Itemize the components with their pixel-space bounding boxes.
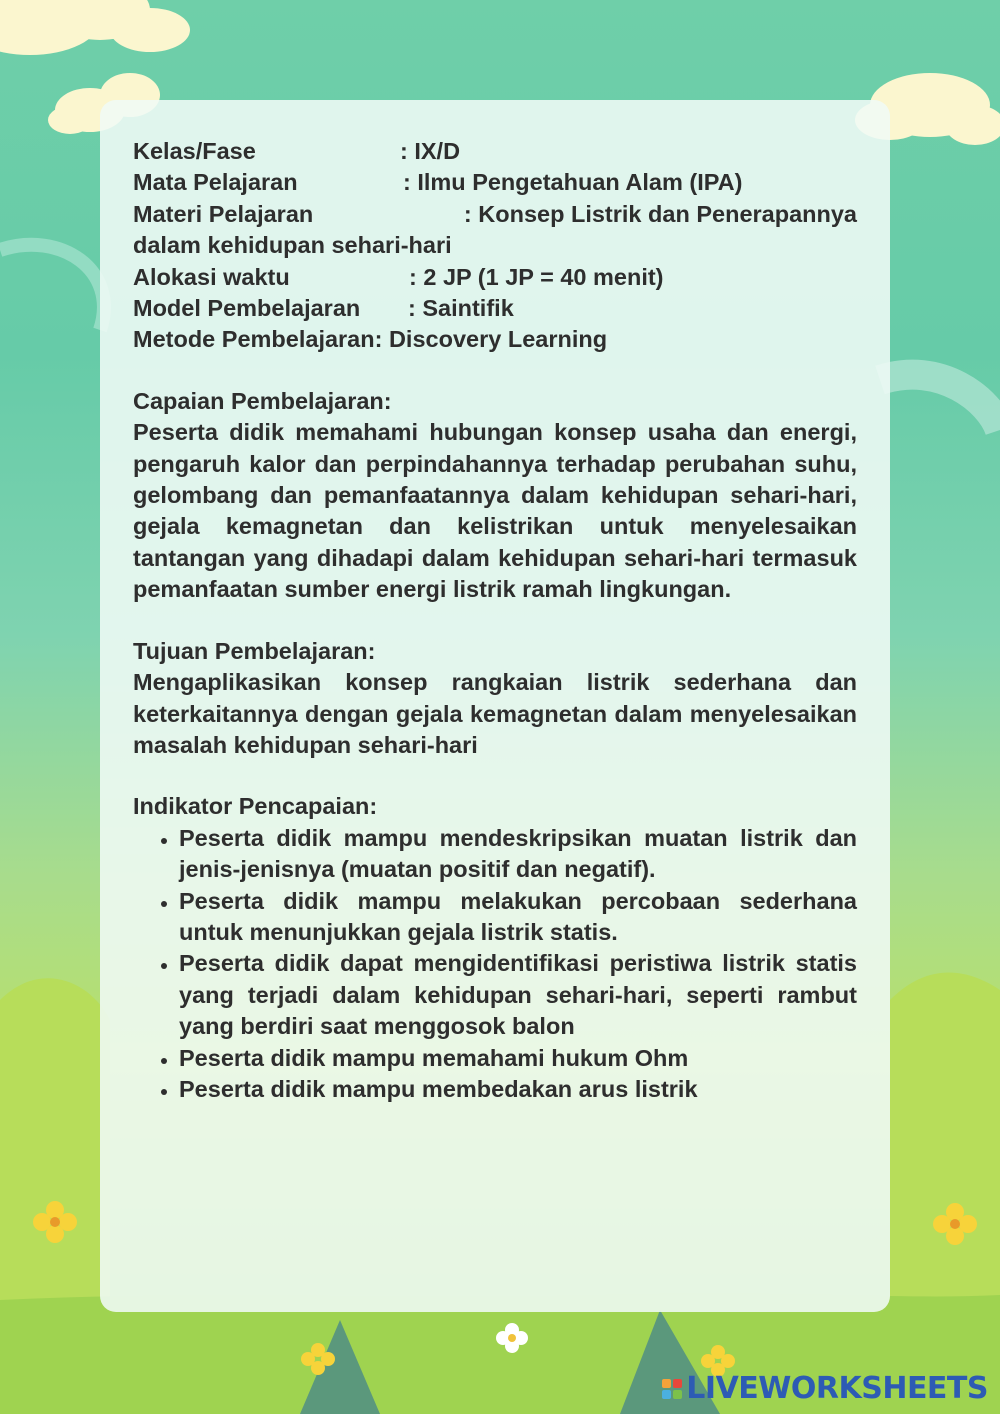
list-item: • Peserta didik mampu membedakan arus listrik [179,1074,857,1105]
model-row [133,293,857,324]
materi-value: : Konsep Listrik dan Penerapannya [463,200,857,227]
liveworksheets-mark-icon [662,1379,682,1399]
brand-name: LIVEWORKSHEETS [686,1371,988,1406]
indikator-list [133,823,857,1106]
model-value: : Saintifik [408,295,514,322]
mapel-value: : Ilmu Pengetahuan Alam (IPA) [403,169,743,196]
capaian-text: Peserta didik memahami hubungan konsep usaha dan energi, pengaruh kalor dan perpindahannya terhadap perubahan suhu, gelombang dan pemanfaatannya dalam kehidupan sehari-hari, gejala kemagnetan dan kelistrikan untuk menyelesaikan tantangan yang dihadapi dalam kehidupan sehari-hari termasuk pemanfaatan sumber energi listrik ramah lingkungan. [133,419,857,603]
list-item: • Peserta didik dapat mengidentifikasi peristiwa listrik statis yang terjadi dalam kehidupan sehari-hari, seperti rambut yang berdiri saat menggosok balon [179,948,857,1042]
lesson-plan [133,136,857,1105]
alokasi-value: : 2 JP (1 JP = 40 menit) [409,263,664,290]
list-item: • Peserta didik mampu mendeskripsikan muatan listrik dan jenis-jenisnya (muatan positif dan negatif). [179,823,857,886]
wind-swirl [0,245,104,330]
capaian-title: Capaian Pembelajaran: [133,387,392,414]
list-item: • Peserta didik mampu memahami hukum Ohm [179,1043,857,1074]
materi-row [133,199,857,230]
liveworksheets-logo [662,1371,988,1406]
wind-swirl [880,375,1000,430]
materi-label: Materi Pelajaran [133,200,314,227]
kelas-row [133,136,857,167]
tujuan-text: Mengaplikasikan konsep rangkaian listrik sederhana dan keterkaitannya dengan gejala kemagnetan dalam menyelesaikan masalah kehidupan sehari-hari [133,669,857,758]
cloud-top-left [0,0,190,55]
tujuan-title: Tujuan Pembelajaran: [133,637,376,664]
metode-value: : Discovery Learning [374,326,608,353]
indikator-title: Indikator Pencapaian: [133,793,378,820]
metode-label: Metode Pembelajaran [133,326,375,353]
kelas-value: : IX/D [400,138,461,164]
model-label: Model Pembelajaran [133,295,361,322]
mapel-row [133,167,857,198]
alokasi-label: Alokasi waktu [133,263,290,290]
materi-continuation: dalam kehidupan sehari-hari [133,232,452,259]
mapel-label: Mata Pelajaran [133,169,298,196]
metode-row [133,324,857,355]
list-item: • Peserta didik mampu melakukan percobaan sederhana untuk menunjukkan gejala listrik statis. [179,886,857,949]
alokasi-row [133,262,857,293]
kelas-label: Kelas/Fase [133,138,256,164]
